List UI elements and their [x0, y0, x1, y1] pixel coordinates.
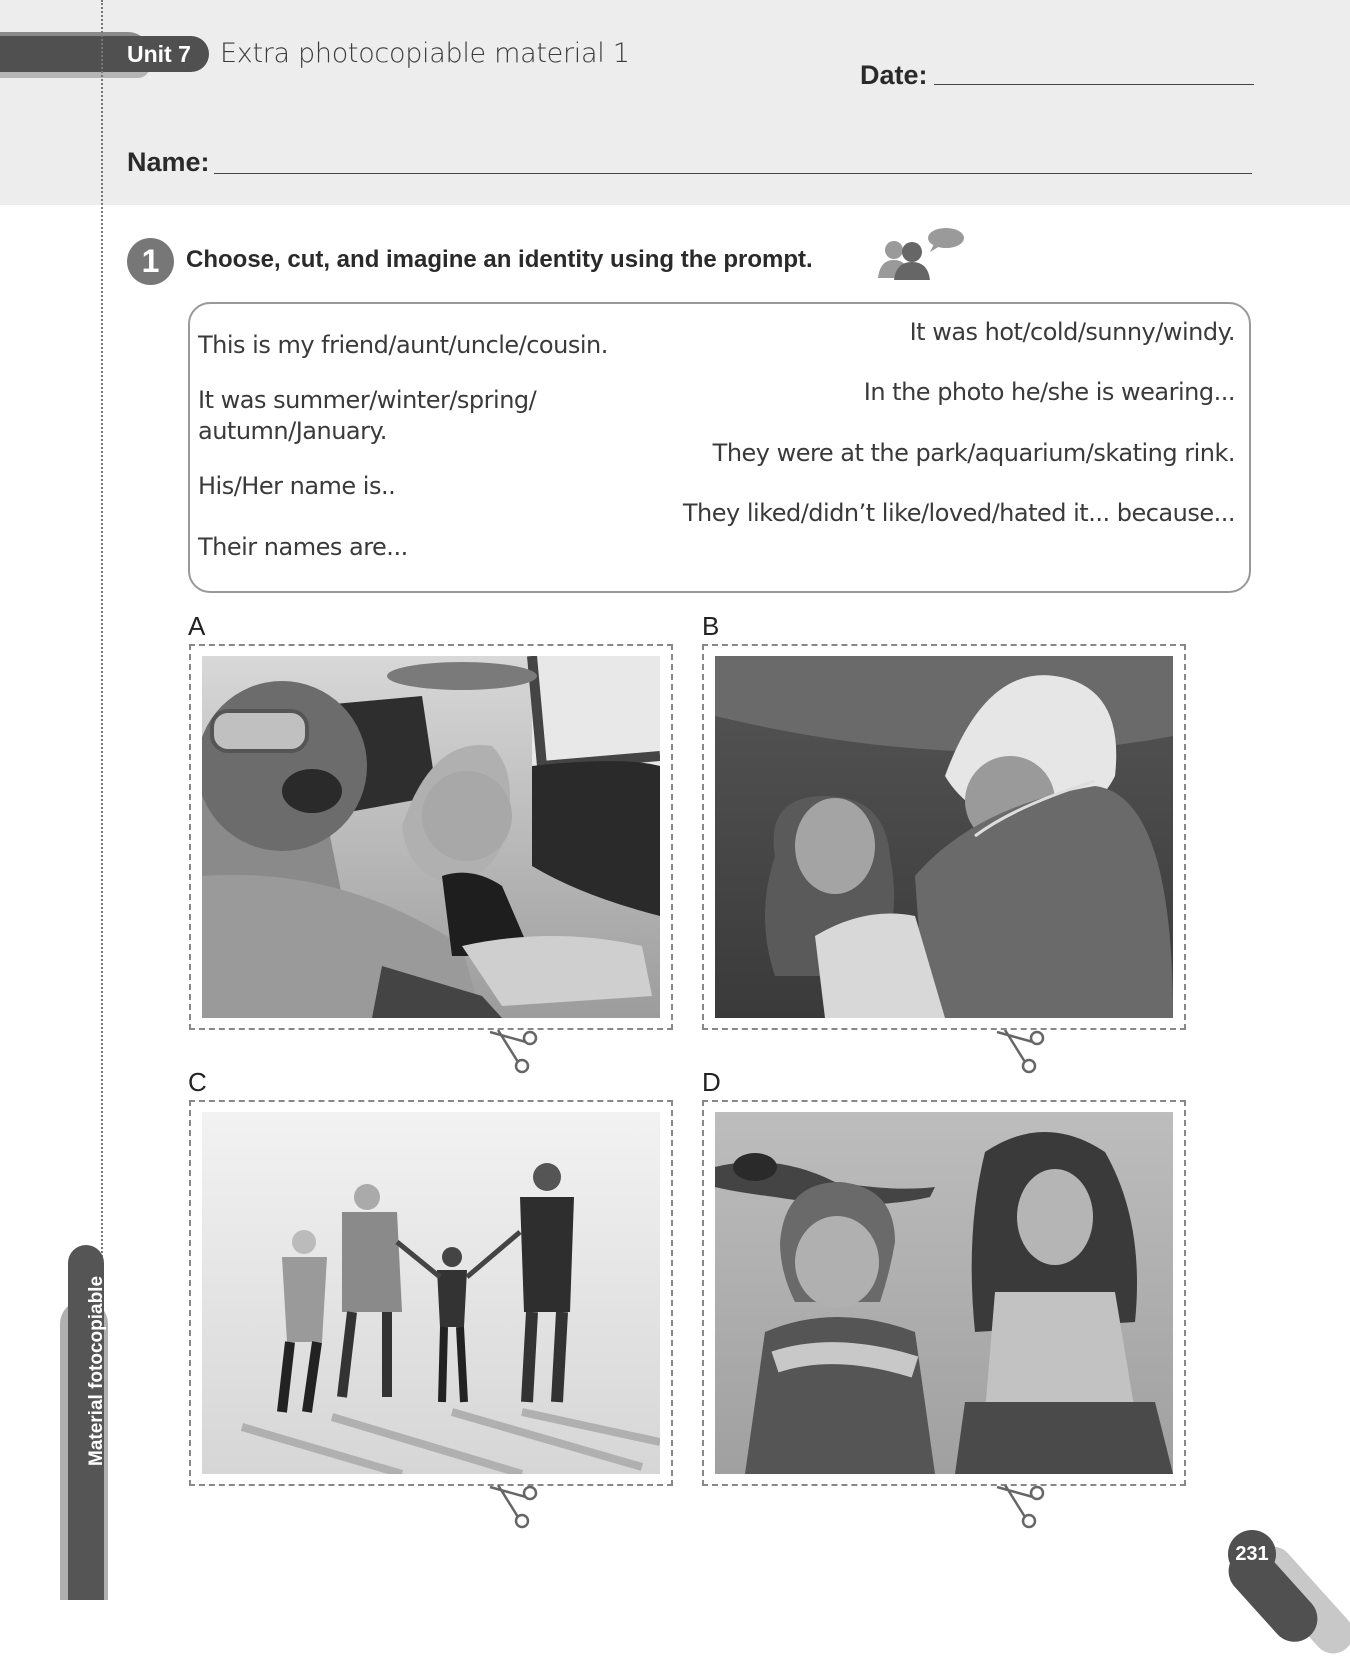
exercise-instruction: Choose, cut, and imagine an identity using the prompt.: [186, 246, 813, 273]
prompt-left-2b: autumn/January.: [198, 417, 387, 445]
prompt-left-4: Their names are...: [198, 533, 408, 561]
photo-card-a[interactable]: [189, 644, 673, 1030]
prompt-left-2a: It was summer/winter/spring/: [198, 386, 537, 414]
photo-letter-d: D: [702, 1067, 721, 1097]
side-tab-label: Material fotocopiable: [86, 1275, 107, 1466]
page-title: Extra photocopiable material 1: [220, 38, 630, 69]
prompt-right-2: In the photo he/she is wearing...: [863, 378, 1235, 406]
photo-card-c[interactable]: [189, 1100, 673, 1486]
name-field-line: [214, 173, 1252, 174]
prompt-right-4: They liked/didn’t like/loved/hated it... because...: [682, 499, 1235, 527]
page-number: 231: [1228, 1530, 1276, 1578]
photo-letter-b: B: [702, 611, 720, 641]
scissors-icon: [995, 1030, 1055, 1078]
name-label: Name:: [127, 147, 210, 177]
scissors-icon: [488, 1030, 548, 1078]
pair-work-icon: [874, 222, 964, 282]
prompt-left-3: His/Her name is..: [198, 472, 396, 500]
photo-d-two-girls-aquarium: [715, 1112, 1173, 1474]
photo-a-car-ride: [202, 656, 660, 1018]
photo-card-b[interactable]: [702, 644, 1186, 1030]
photo-b-girl-and-grandmother: [715, 656, 1173, 1018]
date-field-line: [934, 84, 1254, 85]
prompt-left-1: This is my friend/aunt/uncle/cousin.: [198, 331, 608, 359]
prompt-right-1: It was hot/cold/sunny/windy.: [909, 318, 1235, 346]
photo-letter-a: A: [188, 611, 206, 641]
unit-label: Unit 7: [0, 36, 209, 72]
scissors-icon: [488, 1485, 548, 1533]
photo-c-family-skating: [202, 1112, 660, 1474]
prompt-right-3: They were at the park/aquarium/skating rink.: [712, 439, 1235, 467]
photo-letter-c: C: [188, 1067, 207, 1097]
date-label: Date:: [860, 60, 928, 90]
exercise-number: 1: [127, 238, 174, 285]
photo-card-d[interactable]: [702, 1100, 1186, 1486]
scissors-icon: [995, 1485, 1055, 1533]
